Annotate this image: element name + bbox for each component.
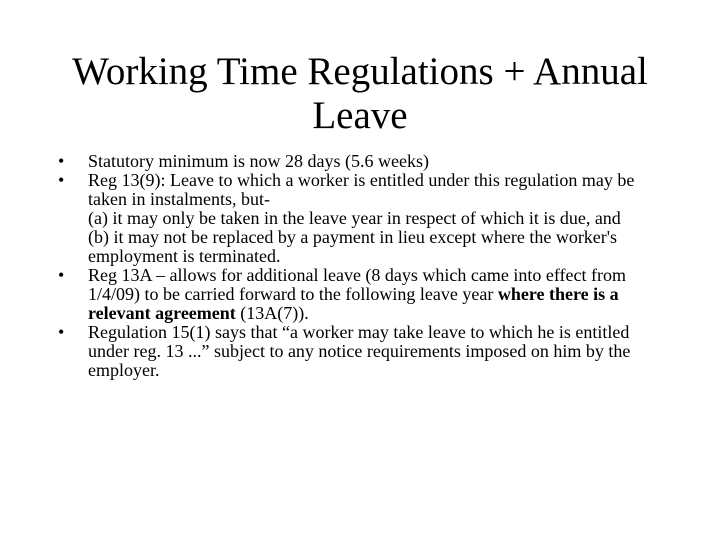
bullet-text: • Regulation 15(1) says that “a worker may take leave to which he is entitled under reg. 13 ...” subject to any notice requirements imposed on him by the employer. — [88, 322, 631, 380]
bullet-text-part: Reg 13A – allows for additional leave (8 days which came into effect from 1/4/09) to be carried forward to the following leave year — [88, 265, 627, 304]
bullet-text-part: (13A(7)). — [235, 303, 309, 323]
slide-title-line-1: Working Time Regulations + Annual — [72, 50, 648, 93]
bullet-item-regulation-15-1 — [56, 323, 666, 380]
bullet-item-statutory-minimum — [56, 152, 666, 171]
bullet-text: • Statutory minimum is now 28 days (5.6 weeks) — [88, 151, 429, 171]
slide-title-line-2: Leave — [312, 94, 408, 137]
bullet-list — [56, 152, 666, 380]
slide-title — [40, 50, 680, 138]
bullet-item-reg-13a — [56, 266, 666, 323]
bullet-text-bold: where there is a relevant agreement — [88, 284, 619, 323]
bullet-text: • Reg 13(9): Leave to which a worker is entitled under this regulation may be taken in instalments, but- — [88, 170, 635, 209]
bullet-item-reg-13-9 — [56, 171, 666, 266]
sub-point-b: (b) it may not be replaced by a payment in lieu except where the worker's employment is terminated. — [88, 227, 618, 266]
sub-point-a: (a) it may only be taken in the leave year in respect of which it is due, and — [88, 208, 621, 228]
bullet-text — [88, 266, 666, 323]
